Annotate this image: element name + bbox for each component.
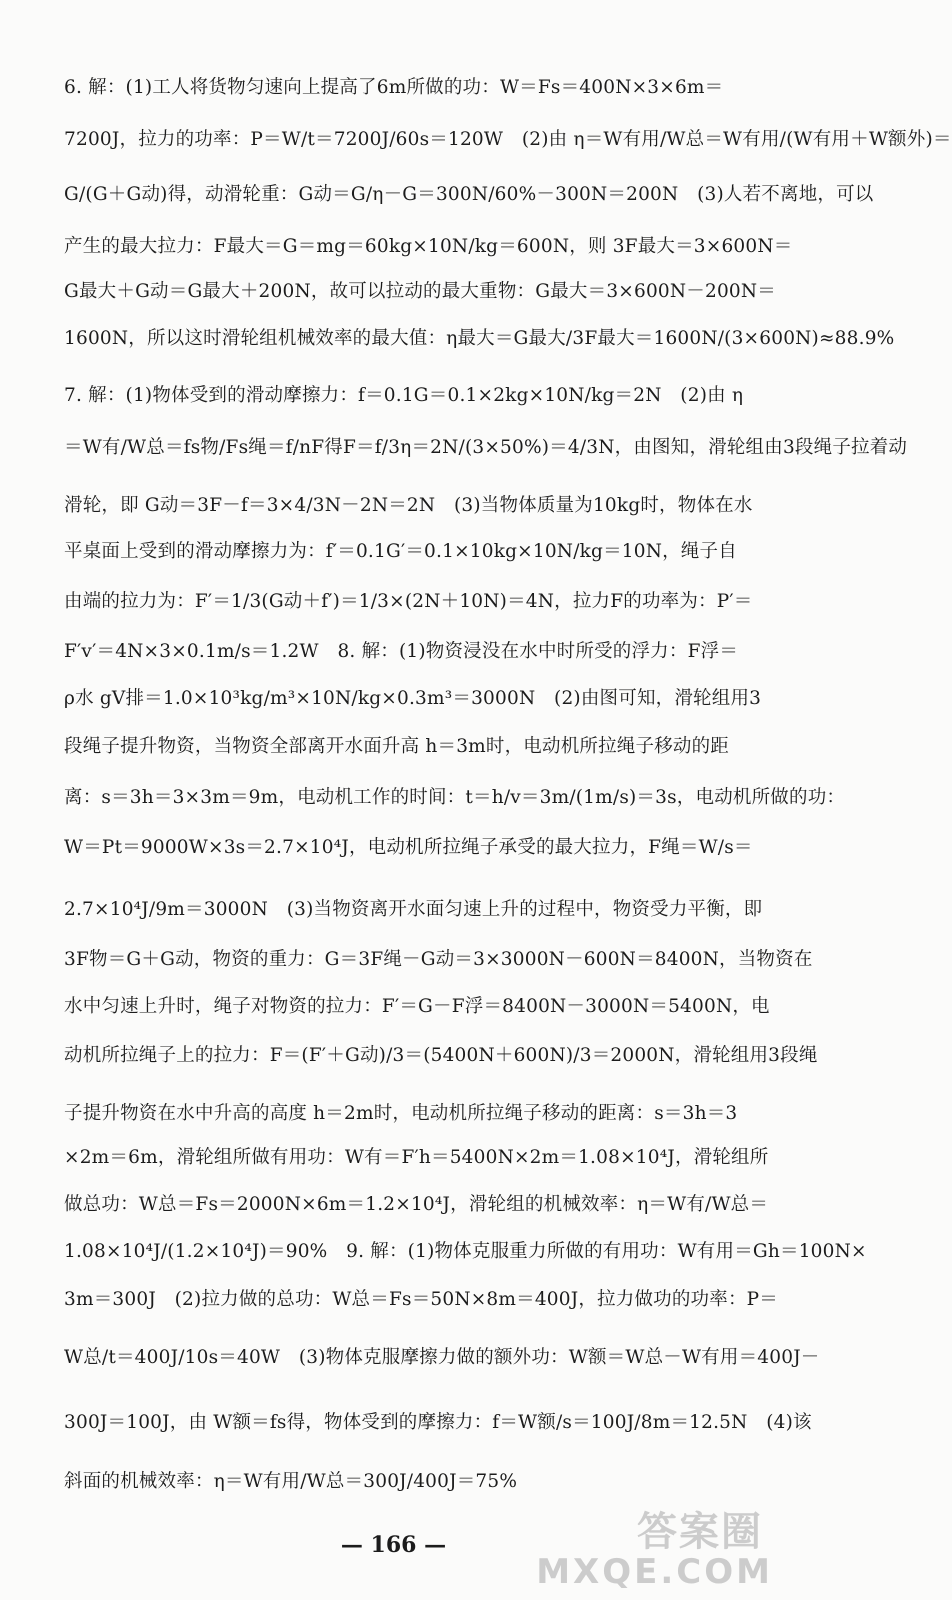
text-line: ＝W有/W总＝fs物/Fs绳＝f/nF得F＝f/3η＝2N/(3×50%)＝4/3N，由图知，滑轮组由3段绳子拉着动 — [64, 437, 908, 458]
text-line: 1.08×10⁴J/(1.2×10⁴J)＝90% 9. 解：(1)物体克服重力所做的有用功：W有用＝Gh＝100N× — [64, 1241, 867, 1262]
text-line: 平桌面上受到的滑动摩擦力为：f′＝0.1G′＝0.1×10kg×10N/kg＝10N，绳子自 — [64, 541, 737, 562]
text-line: 段绳子提升物资，当物资全部离开水面升高 h＝3m时，电动机所拉绳子移动的距 — [64, 736, 730, 757]
text-line: 动机所拉绳子上的拉力：F＝(F′＋G动)/3＝(5400N＋600N)/3＝2000N，滑轮组用3段绳 — [64, 1045, 818, 1066]
text-line: ρ水 gV排＝1.0×10³kg/m³×10N/kg×0.3m³＝3000N (2)由图可知，滑轮组用3 — [64, 688, 762, 709]
watermark-url: MXQE.COM — [536, 1552, 773, 1592]
text-line: 300J＝100J，由 W额＝fs得，物体受到的摩擦力：f＝W额/s＝100J/8m＝12.5N (4)该 — [64, 1412, 812, 1433]
text-line: G/(G＋G动)得，动滑轮重：G动＝G/η－G＝300N/60%－300N＝200N (3)人若不离地，可以 — [64, 184, 874, 205]
text-line: 3F物＝G＋G动，物资的重力：G＝3F绳－G动＝3×3000N－600N＝8400N，当物资在 — [64, 949, 813, 970]
text-line: 斜面的机械效率：η＝W有用/W总＝300J/400J＝75% — [64, 1471, 518, 1492]
watermark-title: 答案圈 — [637, 1509, 763, 1555]
text-line: 1600N，所以这时滑轮组机械效率的最大值：η最大＝G最大/3F最大＝1600N/(3×600N)≈88.9% — [64, 328, 895, 349]
text-line: 做总功：W总＝Fs＝2000N×6m＝1.2×10⁴J，滑轮组的机械效率：η＝W有/W总＝ — [64, 1194, 769, 1215]
text-line: 由端的拉力为：F′＝1/3(G动＋f′)＝1/3×(2N＋10N)＝4N，拉力F的功率为：P′＝ — [64, 591, 753, 612]
text-line: 子提升物资在水中升高的高度 h＝2m时，电动机所拉绳子移动的距离：s＝3h＝3 — [64, 1103, 738, 1124]
text-line: 2.7×10⁴J/9m＝3000N (3)当物资离开水面匀速上升的过程中，物资受力平衡，即 — [64, 899, 763, 920]
text-line: G最大＋G动＝G最大＋200N，故可以拉动的最大重物：G最大＝3×600N－200N＝ — [64, 281, 776, 302]
text-line: 7200J，拉力的功率：P＝W/t＝7200J/60s＝120W (2)由 η＝W有用/W总＝W有用/(W有用＋W额外)＝ — [64, 129, 952, 150]
text-line: ×2m＝6m，滑轮组所做有用功：W有＝F′h＝5400N×2m＝1.08×10⁴J，滑轮组所 — [64, 1147, 769, 1168]
text-line: W＝Pt＝9000W×3s＝2.7×10⁴J，电动机所拉绳子承受的最大拉力，F绳＝W/s＝ — [64, 837, 753, 858]
text-line: 产生的最大拉力：F最大＝G＝mg＝60kg×10N/kg＝600N，则 3F最大＝3×600N＝ — [64, 236, 793, 257]
text-line: 离：s＝3h＝3×3m＝9m，电动机工作的时间：t＝h/v＝3m/(1m/s)＝3s，电动机所做的功： — [64, 787, 846, 808]
text-line: 7. 解：(1)物体受到的滑动摩擦力：f＝0.1G＝0.1×2kg×10N/kg＝2N (2)由 η — [64, 385, 744, 406]
text-line: 3m＝300J (2)拉力做的总功：W总＝Fs＝50N×8m＝400J，拉力做功的功率：P＝ — [64, 1289, 779, 1310]
text-line: F′v′＝4N×3×0.1m/s＝1.2W 8. 解：(1)物资浸没在水中时所受的浮力：F浮＝ — [64, 641, 739, 662]
page-number: — 166 — — [340, 1532, 447, 1558]
text-line: W总/t＝400J/10s＝40W (3)物体克服摩擦力做的额外功：W额＝W总－W有用＝400J－ — [64, 1347, 820, 1368]
text-line: 6. 解：(1)工人将货物匀速向上提高了6m所做的功：W＝Fs＝400N×3×6m＝ — [64, 77, 724, 98]
watermark-logo — [536, 1500, 773, 1596]
text-line: 水中匀速上升时，绳子对物资的拉力：F′＝G－F浮＝8400N－3000N＝5400N，电 — [64, 996, 770, 1017]
text-line: 滑轮，即 G动＝3F－f＝3×4/3N－2N＝2N (3)当物体质量为10kg时，物体在水 — [64, 495, 753, 516]
